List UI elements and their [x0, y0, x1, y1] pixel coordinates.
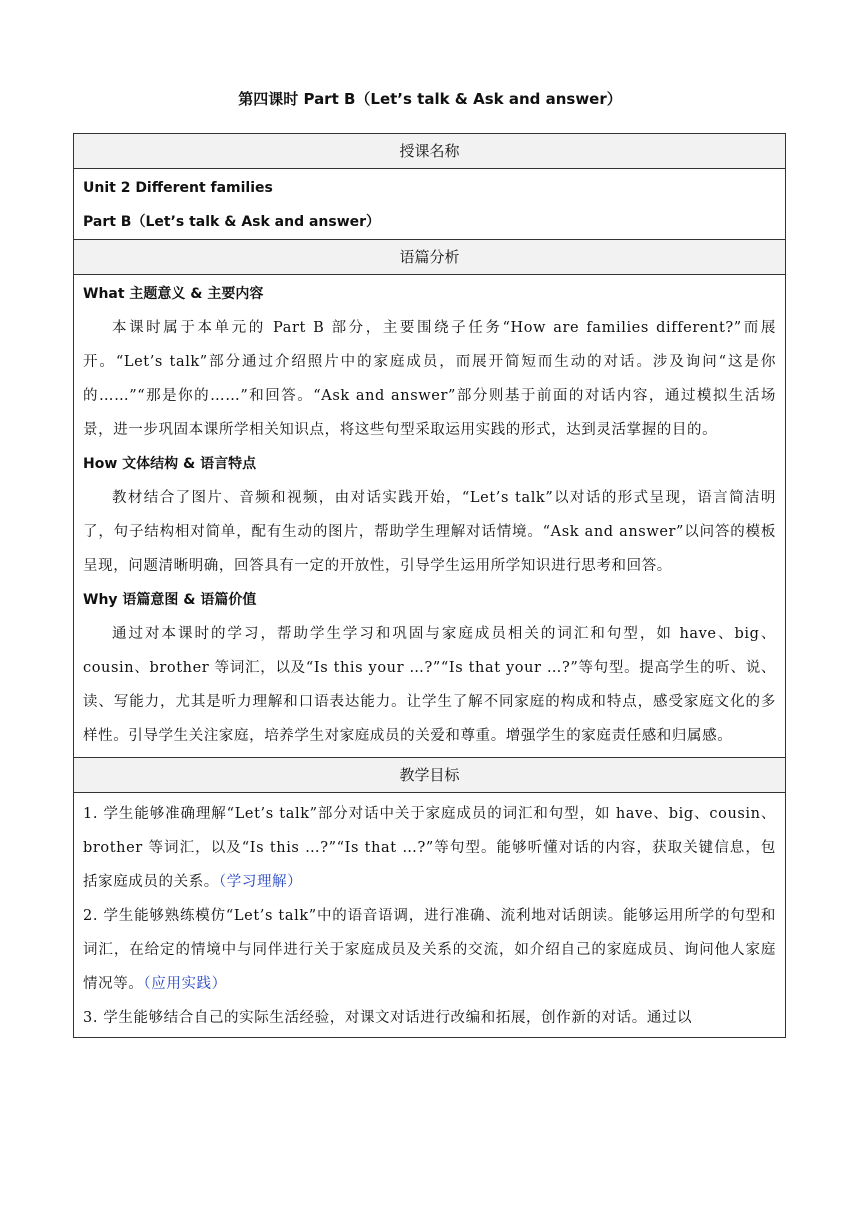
analysis-header: 语篇分析 [74, 240, 786, 275]
course-name-header-row [74, 134, 786, 169]
course-name-header: 授课名称 [74, 134, 786, 169]
goal-category-tag: （应用实践） [143, 976, 227, 992]
what-paragraph: 本课时属于本单元的 Part B 部分，主要围绕子任务“How are families different?”而展开。“Let’s talk”部分通过介绍照片中的家庭成员，而展开简短而生动的对话。涉及询问“这是你的……”“那是你的……”和回答。“Ask and answer”部分则基于前面的对话内容，通过模拟生活场景，进一步巩固本课所学相关知识点，将这些句型采取运用实践的形式，达到灵活掌握的目的。 [83, 320, 776, 438]
unit-title: Unit 2 Different families [83, 180, 273, 196]
goal-item-1 [83, 797, 776, 899]
goal-item-2 [83, 899, 776, 1001]
goals-header-row [74, 758, 786, 793]
lesson-plan-table [73, 133, 786, 1038]
goals-header: 教学目标 [74, 758, 786, 793]
goal-item-3 [83, 1001, 776, 1035]
part-title: Part B（Let’s talk & Ask and answer） [83, 214, 381, 230]
course-name-cell [74, 169, 786, 240]
goals-cell [74, 793, 786, 1038]
goal-category-tag: （学习理解） [218, 874, 303, 890]
why-paragraph: 通过对本课时的学习，帮助学生学习和巩固与家庭成员相关的词汇和句型，如 have、big、cousin、brother 等词汇，以及“Is this your …?”“Is that your …?”等句型。提高学生的听、说、读、写能力，尤其是听力理解和口语表达能力。让学生了解不同家庭的构成和特点，感受家庭文化的多样性。引导学生关注家庭，培养学生对家庭成员的关爱和尊重。增强学生的家庭责任感和归属感。 [83, 626, 776, 744]
goal-text: 2. 学生能够熟练模仿“Let’s talk”中的语音语调，进行准确、流利地对话朗读。能够运用所学的句型和词汇，在给定的情境中与同伴进行关于家庭成员及关系的交流，如介绍自己的家庭成员、询问他人家庭情况等。 [83, 908, 776, 992]
goals-row [74, 793, 786, 1038]
how-heading: How 文体结构 & 语言特点 [83, 456, 257, 472]
analysis-cell [74, 275, 786, 758]
analysis-header-row [74, 240, 786, 275]
course-name-row [74, 169, 786, 240]
how-paragraph: 教材结合了图片、音频和视频，由对话实践开始，“Let’s talk”以对话的形式呈现，语言简洁明了，句子结构相对简单，配有生动的图片，帮助学生理解对话情境。“Ask and answer”以问答的模板呈现，问题清晰明确，回答具有一定的开放性，引导学生运用所学知识进行思考和回答。 [83, 490, 776, 574]
analysis-row [74, 275, 786, 758]
goal-text: 1. 学生能够准确理解“Let’s talk”部分对话中关于家庭成员的词汇和句型，如 have、big、cousin、brother 等词汇，以及“Is this …?”“Is that …?”等句型。能够听懂对话的内容，获取关键信息，包括家庭成员的关系。 [83, 806, 776, 890]
goal-text: 3. 学生能够结合自己的实际生活经验，对课文对话进行改编和拓展，创作新的对话。通过以 [83, 1010, 693, 1026]
why-heading: Why 语篇意图 & 语篇价值 [83, 592, 257, 608]
document-title: 第四课时 Part B（Let’s talk & Ask and answer） [238, 90, 622, 108]
what-heading: What 主题意义 & 主要内容 [83, 286, 264, 302]
